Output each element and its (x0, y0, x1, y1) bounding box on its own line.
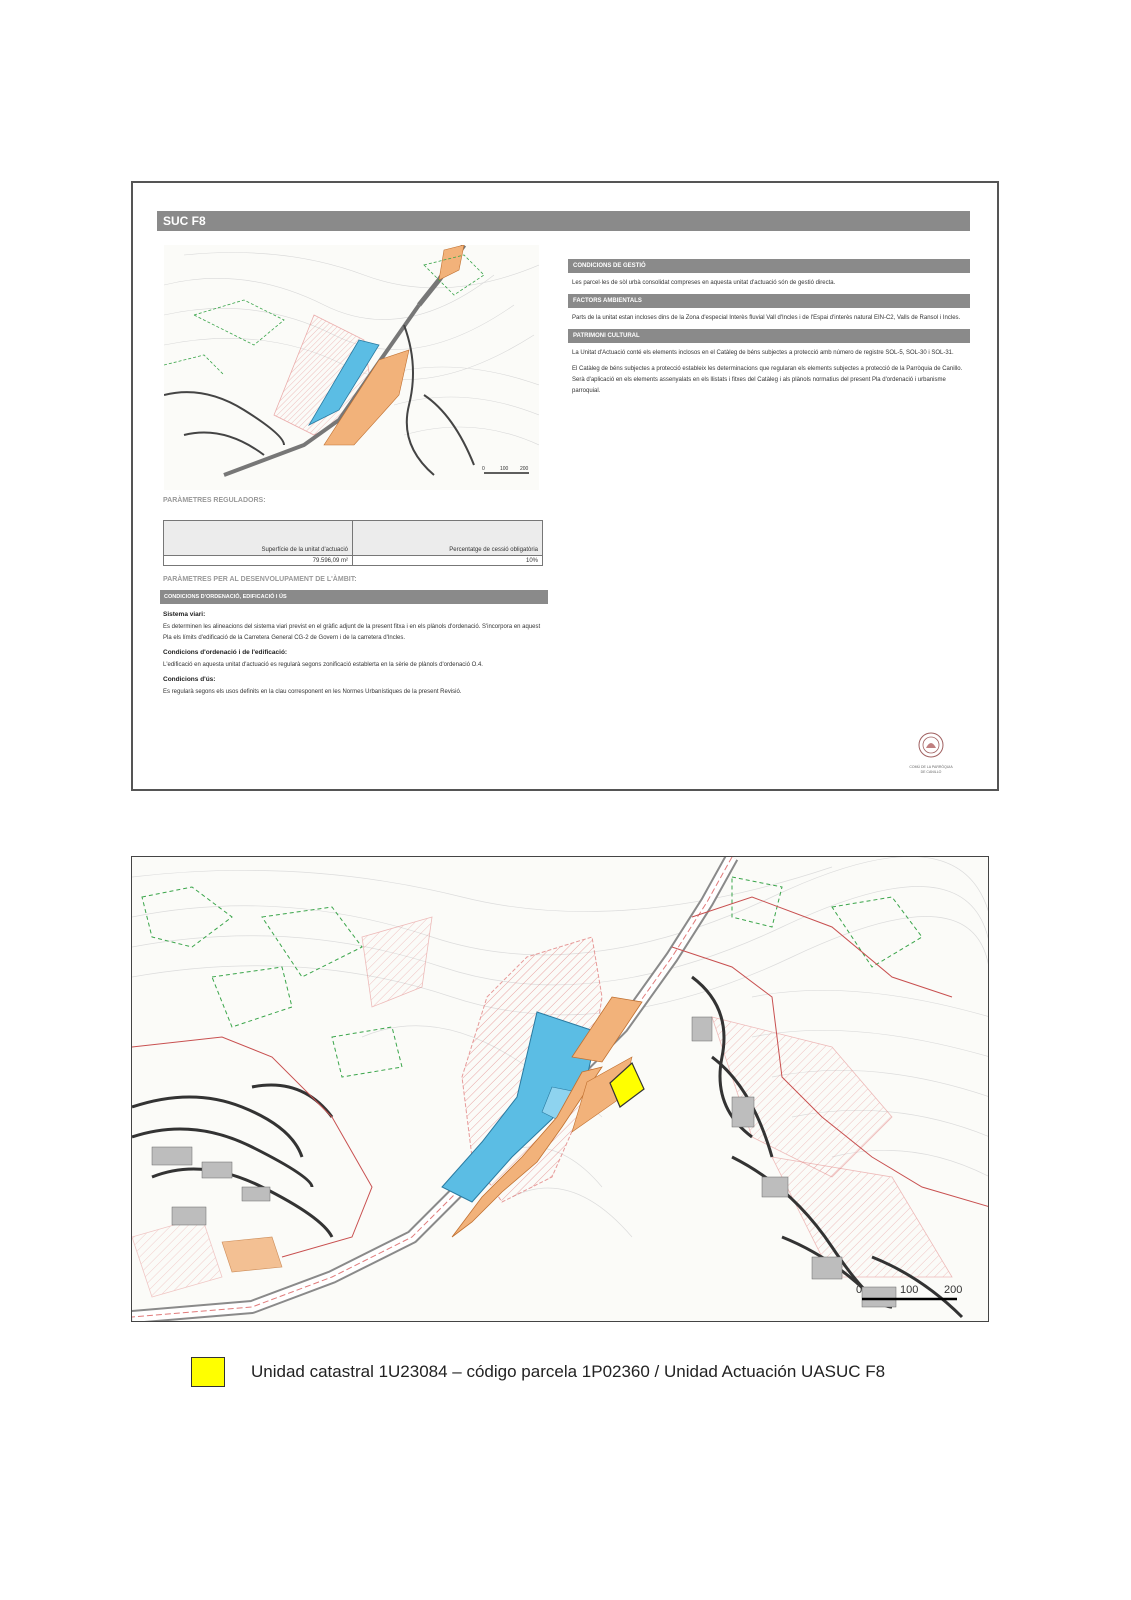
params-cell-cession (353, 521, 542, 565)
use-conditions-title: Condicions d'ús: (163, 676, 216, 683)
municipal-seal (909, 730, 953, 776)
sheet-title: SUC F8 (157, 211, 970, 231)
area-label: Superfície de la unitat d'actuació (261, 547, 348, 553)
road-system-title: Sistema viari: (163, 611, 206, 618)
large-map-scale-0: 0 (856, 1284, 863, 1296)
section-management (568, 259, 970, 289)
cession-label: Percentatge de cessió obligatòria (449, 547, 538, 553)
section-heading: PATRIMONI CULTURAL (568, 329, 970, 343)
plan-sheet (131, 181, 999, 791)
small-map-scale-200: 200 (520, 466, 529, 472)
large-site-map (131, 856, 989, 1322)
development-bar: CONDICIONS D'ORDENACIÓ, EDIFICACIÓ I ÚS (160, 590, 548, 604)
legend-text: Unidad catastral 1U23084 – código parcela 1P02360 / Unidad Actuación UASUC F8 (251, 1362, 886, 1381)
road-system-text: Es determinen les alineacions del sistema viari previst en el gràfic adjunt de la present fitxa i en els plànols d'ordenació. S'incorpora en aquest Pla els límits d'edificació de la Carretera General CG-2 de Govern i de la carretera d'Incles. (163, 624, 541, 641)
building-conditions-text: L'edificació en aquesta unitat d'actuació es regularà segons zonificació establerta en la sèrie de plànols d'ordenació O.4. (163, 662, 483, 668)
seal-caption: COMÚ DE LA PARRÒQUIA DE CANILLO (909, 765, 953, 774)
section-environment (568, 294, 970, 324)
params-cell-area (164, 521, 353, 565)
small-site-map (164, 245, 539, 490)
large-map-drawing (132, 857, 989, 1322)
params-table (163, 520, 543, 566)
small-map-drawing (164, 245, 539, 490)
section-heading: CONDICIONS DE GESTIÓ (568, 259, 970, 273)
section-heritage (568, 329, 970, 397)
section-paragraph: Les parcel·les de sòl urbà consolidat compreses en aquesta unitat d'actuació són de gestió directa. (572, 280, 836, 286)
large-map-scale-200: 200 (944, 1284, 963, 1296)
large-map-scale-100: 100 (900, 1284, 919, 1296)
section-paragraph: El Catàleg de béns subjectes a protecció estableix les determinacions que regularan els elements subjectes a protecció de la Parròquia de Canillo. Serà d'aplicació en els elements assenyalats en els llistats i fitxes del Catàleg i als plànols normatius del present Pla d'ordenació i urbanisme parroquial. (572, 366, 963, 394)
seal-emblem-icon (916, 730, 946, 760)
development-body (163, 609, 548, 703)
building-conditions-title: Condicions d'ordenació i de l'edificació: (163, 649, 288, 656)
development-heading: PARÀMETRES PER AL DESENVOLUPAMENT DE L'ÀMBIT: (163, 576, 357, 583)
conditions-column (568, 259, 970, 402)
small-map-scale-100: 100 (500, 466, 509, 472)
use-conditions-text: Es regularà segons els usos definits en la clau corresponent en les Normes Urbanístiques de la present Revisió. (163, 689, 462, 695)
section-paragraph: Parts de la unitat estan incloses dins de la Zona d'especial Interès fluvial Vall d'Incles i de l'Espai d'interès natural EIN-C2, Valls de Ransol i Incles. (572, 315, 961, 321)
section-heading: FACTORS AMBIENTALS (568, 294, 970, 308)
section-paragraph: La Unitat d'Actuació conté els elements inclosos en el Catàleg de béns subjectes a protecció amb número de registre SOL-5, SOL-30 i SOL-31. (572, 350, 954, 356)
small-map-scale-0: 0 (482, 466, 485, 472)
params-heading: PARÀMETRES REGULADORS: (163, 497, 266, 504)
legend-swatch (191, 1357, 225, 1387)
cession-value: 10% (525, 558, 538, 564)
area-value: 79.596,09 m² (312, 558, 348, 564)
